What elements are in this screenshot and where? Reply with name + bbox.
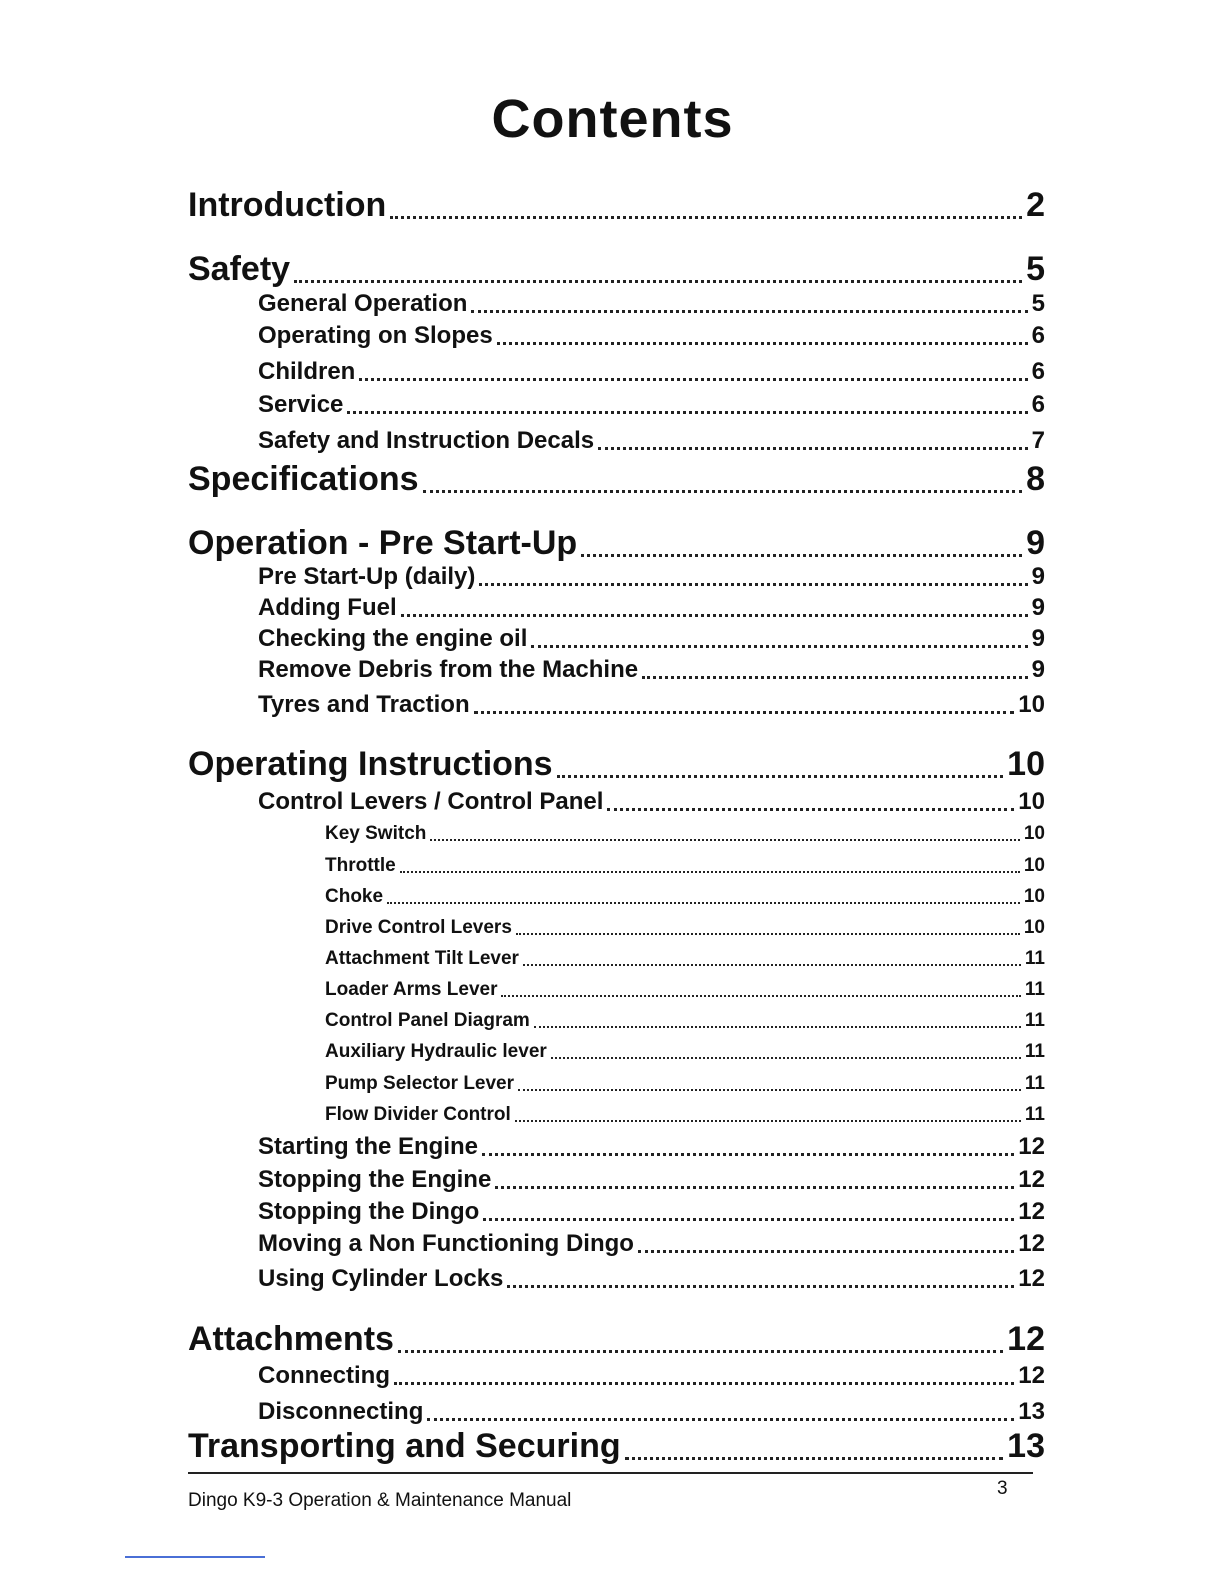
toc-entry-label: Loader Arms Lever (325, 979, 498, 1000)
toc-entry-using-cylinder-locks[interactable] (258, 1265, 1045, 1293)
toc-entry-label: Safety and Instruction Decals (258, 427, 595, 454)
toc-entry-moving-non-functioning[interactable] (258, 1230, 1045, 1258)
toc-entry-drive-control-levers[interactable] (325, 917, 1045, 939)
toc-entry-page: 10 (1023, 917, 1045, 938)
toc-entry-label: Control Levers / Control Panel (258, 788, 604, 815)
toc-entry-page: 9 (1031, 563, 1045, 590)
toc-entry-throttle[interactable] (325, 855, 1045, 877)
toc-entry-label: Disconnecting (258, 1398, 424, 1425)
toc-entry-page: 12 (1018, 1265, 1045, 1292)
toc-entry-label: Starting the Engine (258, 1133, 479, 1160)
dot-leader (401, 614, 1028, 617)
toc-entry-label: Children (258, 358, 356, 385)
toc-entry-page: 11 (1024, 1041, 1045, 1062)
toc-entry-page: 5 (1031, 290, 1045, 317)
dot-leader (507, 1285, 1014, 1288)
toc-entry-general-operation[interactable] (258, 290, 1045, 318)
toc-entry-stopping-the-engine[interactable] (258, 1166, 1045, 1194)
dot-leader (523, 964, 1021, 966)
toc-entry-page: 9 (1031, 594, 1045, 621)
toc-entry-starting-the-engine[interactable] (258, 1133, 1045, 1161)
toc-entry-connecting[interactable] (258, 1362, 1045, 1390)
toc-entry-page: 6 (1031, 358, 1045, 385)
dot-leader (430, 839, 1019, 841)
toc-entry-page: 10 (1007, 745, 1045, 783)
dot-leader (394, 1382, 1014, 1385)
toc-entry-disconnecting[interactable] (258, 1398, 1045, 1426)
toc-entry-label: Choke (325, 886, 384, 907)
toc-entry-label: Auxiliary Hydraulic lever (325, 1041, 547, 1062)
dot-leader (581, 554, 1022, 557)
toc-entry-operating-on-slopes[interactable] (258, 322, 1045, 350)
footer-page-number: 3 (997, 1478, 1008, 1499)
toc-entry-flow-divider-control[interactable] (325, 1104, 1045, 1126)
toc-entry-label: Attachments (188, 1320, 394, 1358)
toc-entry-control-levers-panel[interactable] (258, 788, 1045, 816)
toc-entry-pre-start-up-daily[interactable] (258, 563, 1045, 591)
toc-entry-page: 8 (1026, 460, 1045, 498)
toc-entry-label: Operating on Slopes (258, 322, 493, 349)
toc-entry-operation-pre-start-up[interactable] (188, 524, 1045, 563)
toc-entry-page: 12 (1007, 1320, 1045, 1358)
dot-leader (515, 1120, 1021, 1122)
toc-entry-label: Drive Control Levers (325, 917, 512, 938)
dot-leader (471, 310, 1027, 313)
toc-entry-label: General Operation (258, 290, 468, 317)
toc-entry-label: Specifications (188, 460, 419, 498)
toc-entry-label: Flow Divider Control (325, 1104, 511, 1125)
toc-entry-label: Tyres and Traction (258, 691, 470, 718)
toc-entry-page: 12 (1018, 1198, 1045, 1225)
dot-leader (598, 447, 1028, 450)
toc-entry-remove-debris[interactable] (258, 656, 1045, 684)
dot-leader (497, 342, 1028, 345)
toc-entry-attachment-tilt-lever[interactable] (325, 948, 1045, 970)
dot-leader (638, 1250, 1014, 1253)
footer-rule (188, 1472, 1033, 1474)
toc-entry-transporting-securing[interactable] (188, 1427, 1045, 1466)
toc-entry-adding-fuel[interactable] (258, 594, 1045, 622)
toc-entry-specifications[interactable] (188, 460, 1045, 499)
toc-entry-label: Checking the engine oil (258, 625, 528, 652)
toc-entry-attachments[interactable] (188, 1320, 1045, 1359)
toc-entry-control-panel-diagram[interactable] (325, 1010, 1045, 1032)
toc-entry-page: 9 (1031, 656, 1045, 683)
footer-manual-name: Dingo K9-3 Operation & Maintenance Manual (188, 1490, 572, 1511)
toc-entry-service[interactable] (258, 391, 1045, 419)
toc-entry-page: 11 (1024, 948, 1045, 969)
toc-entry-children[interactable] (258, 358, 1045, 386)
dot-leader (387, 902, 1020, 904)
toc-entry-page: 5 (1026, 250, 1045, 288)
toc-entry-auxiliary-hydraulic-lever[interactable] (325, 1041, 1045, 1063)
dot-leader (534, 1026, 1021, 1028)
toc-entry-page: 10 (1023, 823, 1045, 844)
toc-entry-pump-selector-lever[interactable] (325, 1073, 1045, 1095)
toc-entry-safety[interactable] (188, 250, 1045, 289)
toc-entry-tyres-and-traction[interactable] (258, 691, 1045, 719)
dot-leader (531, 645, 1027, 648)
toc-entry-label: Stopping the Dingo (258, 1198, 480, 1225)
toc-entry-introduction[interactable] (188, 186, 1045, 225)
dot-leader (398, 1350, 1003, 1353)
toc-entry-page: 10 (1018, 788, 1045, 815)
toc-entry-label: Adding Fuel (258, 594, 397, 621)
toc-entry-label: Attachment Tilt Lever (325, 948, 519, 969)
dot-leader (479, 583, 1027, 586)
toc-entry-page: 12 (1018, 1362, 1045, 1389)
dot-leader (495, 1186, 1014, 1189)
dot-leader (423, 490, 1023, 493)
toc-entry-page: 10 (1018, 691, 1045, 718)
toc-entry-label: Using Cylinder Locks (258, 1265, 504, 1292)
toc-entry-choke[interactable] (325, 886, 1045, 908)
toc-entry-page: 7 (1031, 427, 1045, 454)
dot-leader (516, 933, 1020, 935)
toc-entry-label: Safety (188, 250, 291, 288)
toc-entry-page: 10 (1023, 886, 1045, 907)
toc-entry-page: 2 (1026, 186, 1045, 224)
toc-entry-label: Operating Instructions (188, 745, 553, 783)
toc-entry-label: Pump Selector Lever (325, 1073, 515, 1094)
toc-entry-label: Pre Start-Up (daily) (258, 563, 476, 590)
dot-leader (400, 871, 1020, 873)
dot-leader (427, 1418, 1014, 1421)
toc-entry-label: Introduction (188, 186, 387, 224)
toc-entry-page: 6 (1031, 322, 1045, 349)
toc-entry-page: 6 (1031, 391, 1045, 418)
toc-entry-key-switch[interactable] (325, 823, 1045, 845)
dot-leader (347, 411, 1027, 414)
toc-entry-page: 9 (1031, 625, 1045, 652)
dot-leader (501, 995, 1020, 997)
dot-leader (607, 808, 1014, 811)
dot-leader (557, 775, 1004, 778)
toc-entry-label: Key Switch (325, 823, 427, 844)
toc-entry-label: Service (258, 391, 344, 418)
toc-entry-page: 12 (1018, 1230, 1045, 1257)
dot-leader (518, 1089, 1021, 1091)
toc-entry-label: Throttle (325, 855, 396, 876)
toc-entry-page: 11 (1024, 979, 1045, 1000)
toc-entry-label: Connecting (258, 1362, 390, 1389)
toc-entry-label: Remove Debris from the Machine (258, 656, 639, 683)
toc-entry-page: 12 (1018, 1133, 1045, 1160)
dot-leader (359, 378, 1027, 381)
toc-entry-label: Control Panel Diagram (325, 1010, 530, 1031)
scan-edge-mark (125, 1556, 265, 1558)
toc-entry-checking-engine-oil[interactable] (258, 625, 1045, 653)
toc-entry-label: Transporting and Securing (188, 1427, 621, 1465)
toc-entry-page: 12 (1018, 1166, 1045, 1193)
toc-entry-label: Operation - Pre Start-Up (188, 524, 578, 562)
toc-entry-safety-decals[interactable] (258, 427, 1045, 455)
toc-entry-page: 9 (1026, 524, 1045, 562)
toc-entry-loader-arms-lever[interactable] (325, 979, 1045, 1001)
page-title: Contents (491, 89, 734, 149)
toc-entry-page: 11 (1024, 1104, 1045, 1125)
toc-entry-stopping-the-dingo[interactable] (258, 1198, 1045, 1226)
toc-entry-label: Stopping the Engine (258, 1166, 492, 1193)
dot-leader (482, 1153, 1014, 1156)
dot-leader (294, 280, 1022, 283)
toc-entry-page: 11 (1024, 1010, 1045, 1031)
dot-leader (483, 1218, 1014, 1221)
toc-entry-page: 13 (1018, 1398, 1045, 1425)
dot-leader (390, 216, 1022, 219)
toc-entry-page: 11 (1024, 1073, 1045, 1094)
toc-entry-page: 10 (1023, 855, 1045, 876)
toc-entry-operating-instructions[interactable] (188, 745, 1045, 784)
dot-leader (474, 711, 1015, 714)
dot-leader (642, 676, 1028, 679)
toc-entry-page: 13 (1007, 1427, 1045, 1465)
toc-entry-label: Moving a Non Functioning Dingo (258, 1230, 634, 1257)
dot-leader (625, 1457, 1004, 1460)
dot-leader (551, 1057, 1021, 1059)
